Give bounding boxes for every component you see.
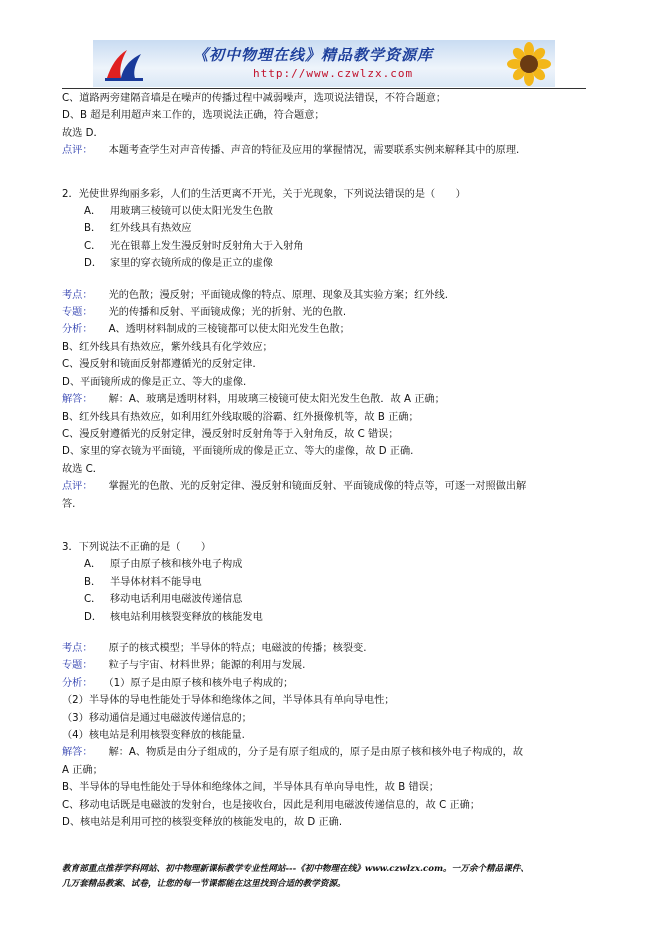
review-label: 点评： [62, 145, 93, 157]
fenxi-line: 分析： （1）原子是由原子核和核外电子构成的； [62, 677, 294, 689]
question-2-stem: 2．光使世界绚丽多彩，人们的生活更离不开光，关于光现象，下列说法错误的是（ ） [62, 188, 466, 200]
site-logo-icon [101, 46, 147, 82]
zhuanti-line: 专题： 粒子与宇宙、材料世界；能源的利用与发展. [62, 660, 306, 672]
dianping-line: 点评： 掌握光的色散、光的反射定律、漫反射和镜面反射、平面镜成像的特点等，可逐一对照做出解 [62, 481, 527, 493]
banner-title: 《初中物理在线》精品教学资源库 [193, 46, 434, 64]
text-line: D、B 超是利用超声来工作的，选项说法正确，符合题意； [62, 110, 325, 122]
text-line: A 正确； [62, 764, 103, 776]
zhuanti-line: 专题： 光的传播和反射、平面镜成像；光的折射、光的色散. [62, 307, 347, 319]
text-line: C、移动电话既是电磁波的发射台，也是接收台，因此是利用电磁波传递信息的，故 C 正确； [62, 799, 481, 811]
text-line: C、漫反射遵循光的反射定律，漫反射时反射角等于入射角反，故 C 错误； [62, 428, 399, 440]
option-c: C． 光在银幕上发生漫反射时反射角大于入射角 [84, 240, 304, 252]
text-line: D、平面镜所成的像是正立、等大的虚像. [62, 376, 247, 388]
jieda-line: 解答： 解：A、玻璃是透明材料，用玻璃三棱镜可使太阳光发生色散．故 A 正确； [62, 394, 445, 406]
question-3-stem: 3．下列说法不正确的是（ ） [62, 541, 212, 553]
kaodian-line: 考点： 光的色散；漫反射；平面镜成像的特点、原理、现象及其实验方案；红外线. [62, 289, 448, 301]
footer-line: 几万套精品教案、试卷，让您的每一节课都能在这里找到合适的教学资源。 [62, 879, 346, 889]
document-body [62, 90, 592, 831]
review-line [62, 142, 592, 159]
text-line: （4）核电站是利用核裂变释放的核能量. [62, 730, 245, 741]
text-line: （2）半导体的导电性能处于导体和绝缘体之间，半导体具有单向导电性； [62, 695, 395, 707]
text-line: （3）移动通信是通过电磁波传递信息的； [62, 712, 252, 724]
kaodian-line: 考点： 原子的核式模型；半导体的特点；电磁波的传播；核裂变. [62, 642, 367, 654]
option-a: A． 用玻璃三棱镜可以使太阳光发生色散 [84, 206, 273, 218]
footer-line: 教育部重点推荐学科网站、初中物理新课标教学专业性网站---《初中物理在线》www.czwlzx.com。一万余个精品课件、 [62, 864, 529, 874]
text-line: C、道路两旁建隔音墙是在噪声的传播过程中减弱噪声，选项说法错误，不符合题意； [62, 93, 447, 104]
answer-line: 故选 C． [62, 463, 103, 475]
text-line: D、家里的穿衣镜为平面镜，平面镜所成的像是正立、等大的虚像，故 D 正确. [62, 446, 414, 458]
text-line: 答. [62, 498, 76, 510]
jieda-line: 解答： 解：A、物质是由分子组成的，分子是有原子组成的，原子是由原子核和核外电子构成的，故 [62, 747, 524, 759]
text-line: 故选 D． [62, 127, 104, 139]
page-footer [62, 862, 602, 892]
banner-url[interactable]: http://www.czwlzx.com [253, 67, 414, 80]
option-d: D． 核电站利用核裂变释放的核能发电 [84, 611, 263, 623]
review-text: 本题考查学生对声音传播、声音的特征及应用的掌握情况，需要联系实例来解释其中的原理. [108, 145, 520, 157]
sunflower-icon [507, 42, 551, 86]
option-b: B． 红外线具有热效应 [84, 223, 192, 235]
option-c: C． 移动电话利用电磁波传递信息 [84, 594, 243, 606]
text-line: B、红外线具有热效应，紫外线具有化学效应； [62, 341, 273, 353]
text-line: B、半导体的导电性能处于导体和绝缘体之间，半导体具有单向导电性，故 B 错误； [62, 782, 440, 794]
fenxi-line: 分析： A、透明材料制成的三棱镜都可以使太阳光发生色散； [62, 324, 350, 336]
option-a: A． 原子由原子核和核外电子构成 [84, 559, 243, 571]
text-line: C、漫反射和镜面反射都遵循光的反射定律． [62, 359, 263, 371]
option-d: D． 家里的穿衣镜所成的像是正立的虚像 [84, 258, 273, 270]
header-banner [93, 40, 555, 87]
option-b: B． 半导体材料不能导电 [84, 576, 202, 588]
text-line: D、核电站是利用可控的核裂变释放的核能发电的，故 D 正确. [62, 817, 343, 829]
header-divider [62, 88, 586, 89]
text-line: B、红外线具有热效应，如利用红外线取暖的浴霸、红外摄像机等，故 B 正确； [62, 411, 419, 423]
